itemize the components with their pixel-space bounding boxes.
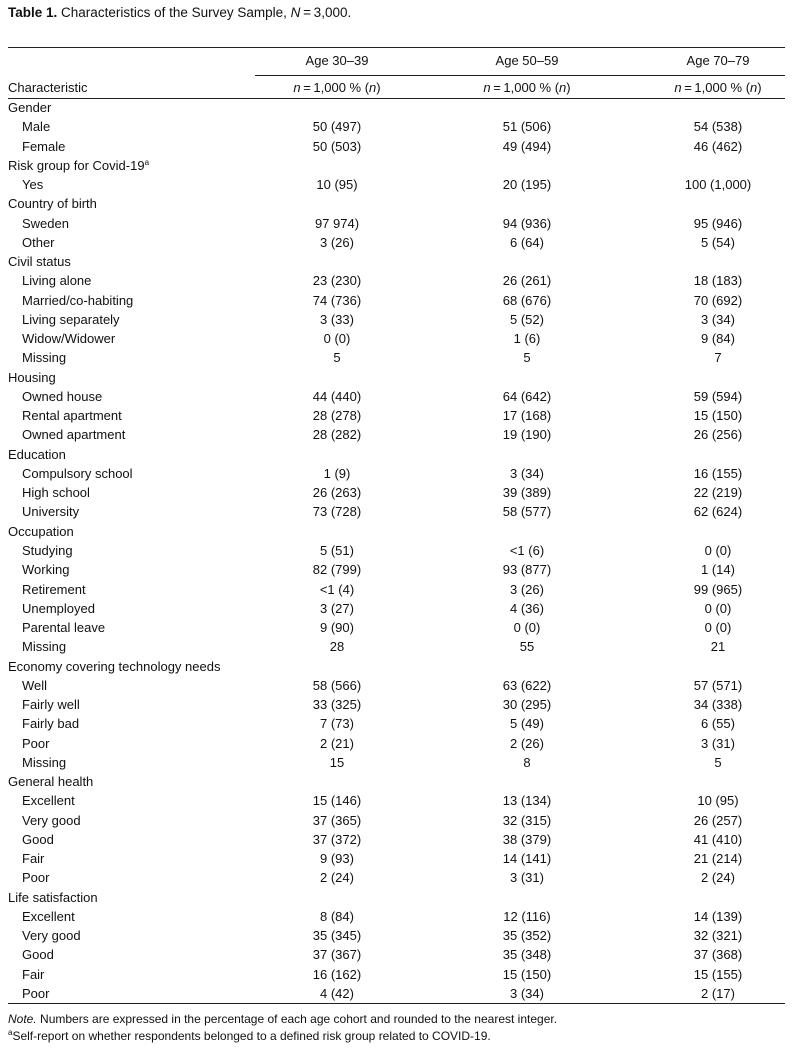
table-row — [0, 502, 795, 521]
table-cell: 44 (440) — [312, 388, 362, 404]
table-row — [0, 830, 795, 849]
n-symbol: n — [674, 80, 682, 95]
bottom-rule — [8, 1003, 785, 1004]
table-cell: 37 (372) — [312, 831, 362, 847]
table-cell: 46 (462) — [693, 138, 743, 154]
n-value: = 3,000. — [300, 5, 352, 20]
table-cell: 9 (84) — [701, 331, 735, 347]
n-symbol: n — [483, 80, 491, 95]
table-cell: 3 (27) — [320, 600, 354, 616]
table-cell: 14 (139) — [693, 908, 743, 924]
table-cell: 39 (389) — [502, 485, 552, 501]
row-label: Unemployed — [22, 600, 95, 616]
row-label: Sweden — [22, 215, 69, 231]
row-label: Good — [22, 831, 54, 847]
table-cell: 23 (230) — [312, 273, 362, 289]
row-label: Male — [22, 119, 51, 135]
n-symbol: n — [750, 80, 758, 95]
table-cell: 93 (877) — [502, 562, 552, 578]
note-label: Note. — [8, 1012, 37, 1026]
table-footnote — [8, 1029, 491, 1043]
row-label: Housing — [8, 369, 56, 385]
row-label: General health — [8, 774, 94, 790]
table-cell: 15 (146) — [312, 793, 362, 809]
table-row — [0, 175, 795, 194]
table-group-row — [0, 522, 795, 541]
table-cell: 3 (33) — [320, 311, 354, 327]
table-row — [0, 753, 795, 772]
table-note — [8, 1012, 557, 1026]
table-cell: 26 (263) — [312, 485, 362, 501]
table-cell: 18 (183) — [693, 273, 743, 289]
table-cell: 3 (31) — [510, 870, 544, 886]
n-close: ) — [757, 80, 762, 95]
table-cell: 0 (0) — [323, 331, 351, 347]
row-label: Retirement — [22, 581, 86, 597]
table-cell: 16 (162) — [312, 966, 362, 982]
table-row — [0, 425, 795, 444]
table-cell: <1 (4) — [319, 581, 355, 597]
table-cell: 32 (315) — [502, 812, 552, 828]
table-cell: 16 (155) — [693, 465, 743, 481]
table-cell: 10 (95) — [316, 177, 358, 193]
table-cell: 3 (26) — [320, 234, 354, 250]
note-text: Numbers are expressed in the percentage of each age cohort and rounded to the nearest integer. — [36, 1012, 558, 1026]
table-row — [0, 734, 795, 753]
row-label: Working — [22, 562, 70, 578]
table-cell: 17 (168) — [502, 408, 552, 424]
table-group-row — [0, 772, 795, 791]
table-row — [0, 984, 795, 1003]
table-cell: 68 (676) — [502, 292, 552, 308]
table-cell: 21 (214) — [693, 851, 743, 867]
table-group-row — [0, 445, 795, 464]
table-row — [0, 117, 795, 136]
table-cell: 6 (55) — [701, 716, 735, 732]
table-row — [0, 348, 795, 367]
table-group-row — [0, 156, 795, 175]
table-cell: 50 (503) — [312, 138, 362, 154]
table-cell: 7 — [714, 350, 722, 366]
table-row — [0, 868, 795, 887]
row-label: Education — [8, 446, 66, 462]
column-header-age-30-39: Age 30–39 — [305, 53, 369, 68]
table-cell: 3 (34) — [510, 465, 544, 481]
table-cell: 0 (0) — [704, 620, 732, 636]
table-cell: 2 (26) — [510, 735, 544, 751]
table-cell: 5 (54) — [701, 234, 735, 250]
table-cell: 1 (14) — [701, 562, 735, 578]
table-cell: 0 (0) — [704, 600, 732, 616]
table-cell: 1 (9) — [323, 465, 351, 481]
table-row — [0, 541, 795, 560]
row-label: Living separately — [22, 311, 120, 327]
table-row — [0, 714, 795, 733]
table-cell: 37 (367) — [312, 947, 362, 963]
row-label: Missing — [22, 754, 67, 770]
table-row — [0, 310, 795, 329]
table-caption: Characteristics of the Survey Sample, — [61, 5, 291, 20]
row-label: Rental apartment — [22, 408, 122, 424]
row-label: Risk group for Covid-19$^a$ — [8, 157, 150, 173]
table-row — [0, 329, 795, 348]
table-cell: 8 (84) — [320, 908, 354, 924]
table-cell: 41 (410) — [693, 831, 743, 847]
table-group-row — [0, 368, 795, 387]
table-cell: 82 (799) — [312, 562, 362, 578]
table-cell: 4 (36) — [510, 600, 544, 616]
table-row — [0, 271, 795, 290]
row-label: Studying — [22, 542, 73, 558]
row-label: Country of birth — [8, 196, 97, 212]
n-text: = 1,000 % ( — [490, 80, 560, 95]
table-title — [8, 5, 351, 20]
n-symbol: n — [369, 80, 377, 95]
table-cell: 28 (278) — [312, 408, 362, 424]
table-group-row — [0, 194, 795, 213]
table-cell: 37 (368) — [693, 947, 743, 963]
table-cell: 64 (642) — [502, 388, 552, 404]
row-label: Poor — [22, 870, 50, 886]
row-label: Living alone — [22, 273, 92, 289]
row-label: Yes — [22, 177, 44, 193]
table-cell: 6 (64) — [510, 234, 544, 250]
row-label: Married/co-habiting — [22, 292, 134, 308]
row-label: Excellent — [22, 793, 75, 809]
table-cell: 4 (42) — [320, 985, 354, 1001]
table-cell: 74 (736) — [312, 292, 362, 308]
table-row — [0, 233, 795, 252]
row-label: Very good — [22, 928, 81, 944]
table-label: Table 1. — [8, 5, 58, 20]
n-symbol: n — [293, 80, 301, 95]
row-label: Fair — [22, 851, 45, 867]
table-group-row — [0, 252, 795, 271]
table-cell: 3 (31) — [701, 735, 735, 751]
table-cell: 9 (90) — [320, 620, 354, 636]
table-cell: 99 (965) — [693, 581, 743, 597]
table-group-row — [0, 888, 795, 907]
table-cell: 33 (325) — [312, 697, 362, 713]
column-header-age-50-59: Age 50–59 — [495, 53, 559, 68]
row-label: Civil status — [8, 254, 71, 270]
table-row — [0, 637, 795, 656]
table-cell: 58 (566) — [312, 677, 362, 693]
table-cell: 3 (26) — [510, 581, 544, 597]
table-cell: 51 (506) — [502, 119, 552, 135]
table-cell: 55 — [519, 639, 535, 655]
table-cell: 59 (594) — [693, 388, 743, 404]
row-label: Missing — [22, 350, 67, 366]
column-subheader — [623, 80, 795, 95]
table-row — [0, 907, 795, 926]
table-cell: 15 (155) — [693, 966, 743, 982]
table-cell: 49 (494) — [502, 138, 552, 154]
table-cell: 62 (624) — [693, 504, 743, 520]
n-text: = 1,000 % ( — [300, 80, 370, 95]
n-text: = 1,000 % ( — [681, 80, 751, 95]
table-cell: 8 — [523, 754, 531, 770]
table-row — [0, 560, 795, 579]
table-cell: 2 (24) — [320, 870, 354, 886]
table-cell: 2 (24) — [701, 870, 735, 886]
table-cell: 28 (282) — [312, 427, 362, 443]
table-row — [0, 137, 795, 156]
characteristic-header: Characteristic — [8, 80, 88, 95]
table-cell: 5 — [523, 350, 531, 366]
table-cell: 26 (256) — [693, 427, 743, 443]
n-symbol: N — [290, 5, 301, 20]
table-row — [0, 406, 795, 425]
table-cell: <1 (6) — [509, 542, 545, 558]
table-cell: 5 — [714, 754, 722, 770]
table-row — [0, 214, 795, 233]
row-label: Excellent — [22, 908, 75, 924]
table-cell: 28 — [329, 639, 345, 655]
row-label: Gender — [8, 100, 52, 115]
table-cell: 12 (116) — [503, 908, 551, 924]
row-label: Poor — [22, 985, 50, 1001]
row-label: Good — [22, 947, 54, 963]
table-group-row — [0, 98, 795, 117]
table-cell: 1 (6) — [513, 331, 541, 347]
table-cell: 35 (352) — [502, 928, 552, 944]
table-group-row — [0, 657, 795, 676]
n-close: ) — [566, 80, 571, 95]
table-cell: 15 (150) — [693, 408, 743, 424]
table-row — [0, 945, 795, 964]
column-subheader — [242, 80, 432, 95]
table-cell: 94 (936) — [502, 215, 552, 231]
table-cell: 34 (338) — [693, 697, 743, 713]
table-cell: 5 (52) — [510, 311, 544, 327]
table-row — [0, 676, 795, 695]
table-cell: 3 (34) — [701, 311, 735, 327]
table-cell: 13 (134) — [502, 793, 552, 809]
row-label: Well — [22, 677, 48, 693]
row-label: Female — [22, 138, 66, 154]
table-cell: 63 (622) — [502, 677, 552, 693]
table-row — [0, 965, 795, 984]
table-cell: 7 (73) — [320, 716, 354, 732]
table-cell: 3 (34) — [510, 985, 544, 1001]
table-cell: 35 (345) — [312, 928, 362, 944]
table-row — [0, 791, 795, 810]
table-cell: 57 (571) — [693, 677, 743, 693]
row-label: University — [22, 504, 80, 520]
table-cell: 2 (21) — [320, 735, 354, 751]
table-cell: 100 (1,000) — [684, 177, 752, 193]
table-cell: 70 (692) — [693, 292, 743, 308]
table-cell: 0 (0) — [513, 620, 541, 636]
table-row — [0, 464, 795, 483]
table-cell: 97 974) — [314, 215, 360, 231]
table-cell: 35 (348) — [502, 947, 552, 963]
row-label: Owned apartment — [22, 427, 126, 443]
table-cell: 14 (141) — [502, 851, 552, 867]
row-label: Very good — [22, 812, 81, 828]
table-row — [0, 387, 795, 406]
table-row — [0, 599, 795, 618]
table-row — [0, 291, 795, 310]
table-cell: 21 — [710, 639, 726, 655]
row-label: Fairly well — [22, 697, 80, 713]
row-label: Parental leave — [22, 620, 106, 636]
row-label: Widow/Widower — [22, 331, 116, 347]
n-symbol: n — [559, 80, 567, 95]
row-label: Life satisfaction — [8, 889, 98, 905]
table-cell: 26 (261) — [502, 273, 552, 289]
row-label: Fair — [22, 966, 45, 982]
table-row — [0, 926, 795, 945]
table-cell: 15 (150) — [502, 966, 552, 982]
table-cell: 22 (219) — [693, 485, 743, 501]
table-cell: 9 (93) — [320, 851, 354, 867]
row-label: Missing — [22, 639, 67, 655]
table-cell: 58 (577) — [502, 504, 552, 520]
table-cell: 19 (190) — [502, 427, 552, 443]
table-cell: 50 (497) — [312, 119, 362, 135]
row-label: Compulsory school — [22, 465, 133, 481]
table-cell: 38 (379) — [502, 831, 552, 847]
spanner-rule — [255, 75, 785, 76]
row-label: Owned house — [22, 388, 103, 404]
row-label: Fairly bad — [22, 716, 80, 732]
table-cell: 5 (51) — [320, 542, 354, 558]
table-cell: 2 (17) — [701, 985, 735, 1001]
row-label: Other — [22, 234, 55, 250]
table-row — [0, 811, 795, 830]
footnote-mark: a — [144, 157, 150, 167]
table-cell: 37 (365) — [312, 812, 362, 828]
table-cell: 15 — [329, 754, 345, 770]
column-header-age-70-79: Age 70–79 — [686, 53, 750, 68]
row-label: Occupation — [8, 523, 74, 539]
row-label: Economy covering technology needs — [8, 658, 221, 674]
top-rule — [8, 47, 785, 48]
footnote-mark: a — [8, 1028, 13, 1037]
table-row — [0, 580, 795, 599]
table-cell: 30 (295) — [502, 697, 552, 713]
table-cell: 95 (946) — [693, 215, 743, 231]
table-cell: 0 (0) — [704, 542, 732, 558]
footnote-text: Self-report on whether respondents belonged to a defined risk group related to COVID-19. — [12, 1029, 491, 1043]
table-cell: 5 (49) — [510, 716, 544, 732]
table-row — [0, 483, 795, 502]
table-cell: 20 (195) — [502, 177, 552, 193]
table-cell: 10 (95) — [697, 793, 739, 809]
table-cell: 73 (728) — [312, 504, 362, 520]
table-cell: 26 (257) — [693, 812, 743, 828]
table-cell: 32 (321) — [693, 928, 743, 944]
table-cell: 5 — [333, 350, 341, 366]
row-label: Poor — [22, 735, 50, 751]
table-row — [0, 618, 795, 637]
row-label: High school — [22, 485, 90, 501]
table-cell: 54 (538) — [693, 119, 743, 135]
table-row — [0, 695, 795, 714]
table-row — [0, 849, 795, 868]
column-subheader — [432, 80, 622, 95]
n-close: ) — [376, 80, 381, 95]
